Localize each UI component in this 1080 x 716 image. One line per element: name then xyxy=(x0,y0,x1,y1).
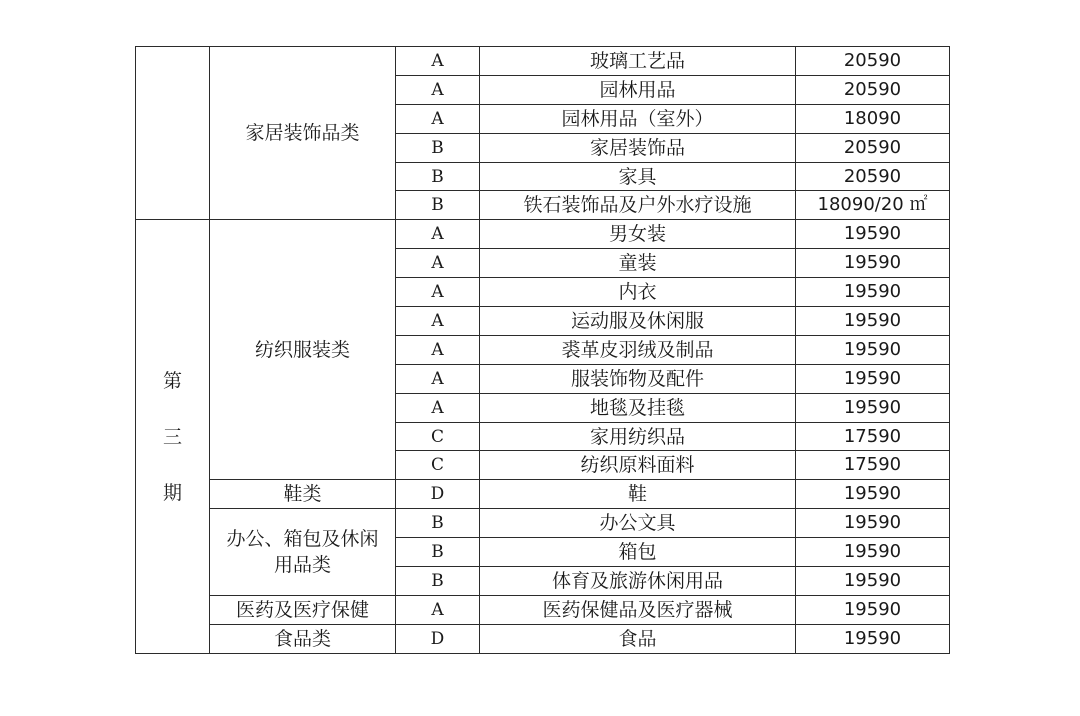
grade-cell: A xyxy=(396,335,480,364)
phase-label: 第三期 xyxy=(162,369,182,504)
grade-cell: A xyxy=(396,47,480,76)
price-cell: 19590 xyxy=(796,595,950,624)
price-cell: 18090/20 ㎡ xyxy=(796,191,950,220)
grade-cell: D xyxy=(396,480,480,509)
grade-cell: A xyxy=(396,364,480,393)
product-cell: 纺织原料面料 xyxy=(480,451,796,480)
price-cell: 18090 xyxy=(796,104,950,133)
grade-cell: A xyxy=(396,278,480,307)
price-cell: 20590 xyxy=(796,47,950,76)
product-cell: 医药保健品及医疗器械 xyxy=(480,595,796,624)
grade-cell: C xyxy=(396,422,480,451)
product-cell: 箱包 xyxy=(480,538,796,567)
grade-cell: B xyxy=(396,162,480,191)
price-cell: 19590 xyxy=(796,278,950,307)
product-cell: 服装饰物及配件 xyxy=(480,364,796,393)
grade-cell: B xyxy=(396,191,480,220)
grade-cell: B xyxy=(396,133,480,162)
previous-phase-cell xyxy=(136,47,210,220)
product-cell: 家用纺织品 xyxy=(480,422,796,451)
grade-cell: A xyxy=(396,75,480,104)
product-cell: 家具 xyxy=(480,162,796,191)
price-cell: 19590 xyxy=(796,480,950,509)
category-cell: 医药及医疗保健 xyxy=(210,595,396,624)
price-cell: 20590 xyxy=(796,75,950,104)
price-cell: 19590 xyxy=(796,307,950,336)
price-cell: 17590 xyxy=(796,451,950,480)
table-row xyxy=(136,47,950,76)
grade-cell: D xyxy=(396,624,480,653)
product-cell: 玻璃工艺品 xyxy=(480,47,796,76)
product-cell: 园林用品（室外） xyxy=(480,104,796,133)
price-cell: 19590 xyxy=(796,624,950,653)
product-cell: 办公文具 xyxy=(480,509,796,538)
price-cell: 20590 xyxy=(796,162,950,191)
product-cell: 内衣 xyxy=(480,278,796,307)
price-cell: 19590 xyxy=(796,335,950,364)
table-row xyxy=(136,480,950,509)
price-cell: 19590 xyxy=(796,393,950,422)
price-cell: 19590 xyxy=(796,567,950,596)
category-cell: 食品类 xyxy=(210,624,396,653)
product-cell: 运动服及休闲服 xyxy=(480,307,796,336)
grade-cell: C xyxy=(396,451,480,480)
table-row xyxy=(136,220,950,249)
grade-cell: B xyxy=(396,538,480,567)
grade-cell: B xyxy=(396,509,480,538)
price-cell: 19590 xyxy=(796,220,950,249)
grade-cell: A xyxy=(396,393,480,422)
grade-cell: A xyxy=(396,104,480,133)
product-cell: 男女装 xyxy=(480,220,796,249)
category-label: 办公、箱包及休闲用品类 xyxy=(226,528,379,577)
category-cell: 纺织服装类 xyxy=(210,220,396,480)
product-cell: 裘革皮羽绒及制品 xyxy=(480,335,796,364)
price-cell: 19590 xyxy=(796,364,950,393)
exhibition-price-table xyxy=(135,46,950,654)
price-cell: 17590 xyxy=(796,422,950,451)
category-cell xyxy=(210,509,396,596)
table-row xyxy=(136,595,950,624)
product-cell: 食品 xyxy=(480,624,796,653)
product-cell: 园林用品 xyxy=(480,75,796,104)
product-cell: 童装 xyxy=(480,249,796,278)
phase-cell xyxy=(136,220,210,653)
category-cell: 家居装饰品类 xyxy=(210,47,396,220)
grade-cell: A xyxy=(396,307,480,336)
grade-cell: A xyxy=(396,249,480,278)
product-cell: 地毯及挂毯 xyxy=(480,393,796,422)
table-row xyxy=(136,624,950,653)
table-row xyxy=(136,509,950,538)
grade-cell: B xyxy=(396,567,480,596)
price-cell: 19590 xyxy=(796,538,950,567)
product-cell: 家居装饰品 xyxy=(480,133,796,162)
price-cell: 19590 xyxy=(796,249,950,278)
grade-cell: A xyxy=(396,595,480,624)
price-cell: 19590 xyxy=(796,509,950,538)
product-cell: 体育及旅游休闲用品 xyxy=(480,567,796,596)
category-cell: 鞋类 xyxy=(210,480,396,509)
product-cell: 鞋 xyxy=(480,480,796,509)
grade-cell: A xyxy=(396,220,480,249)
price-cell: 20590 xyxy=(796,133,950,162)
product-cell: 铁石装饰品及户外水疗设施 xyxy=(480,191,796,220)
